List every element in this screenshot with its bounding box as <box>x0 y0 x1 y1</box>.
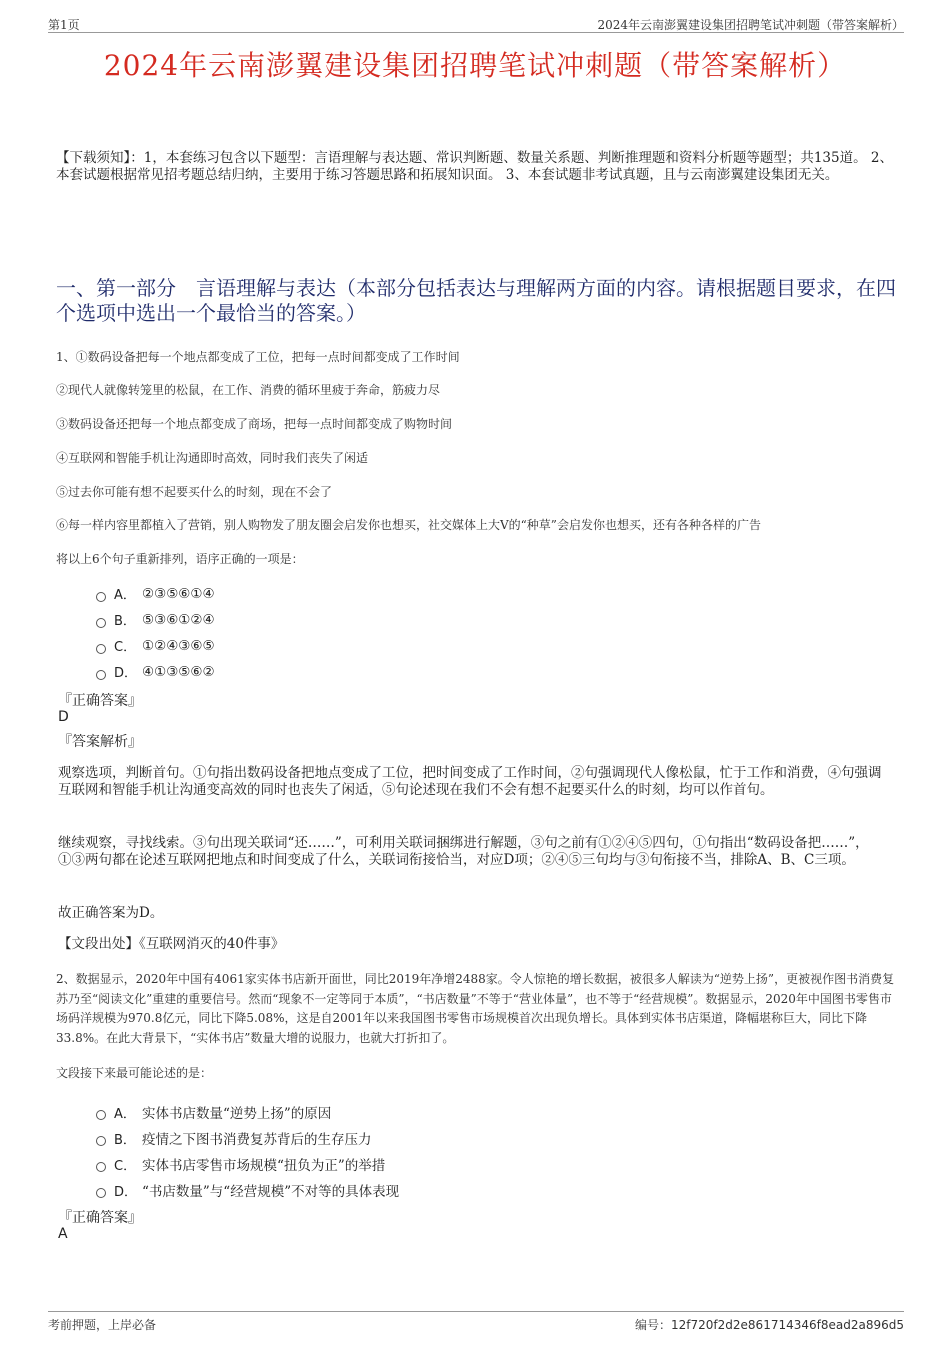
q1-question: 将以上6个句子重新排列，语序正确的一项是： <box>56 552 304 566</box>
q1-analysis-conclusion: 故正确答案为D。 <box>58 905 164 921</box>
q2-option-b[interactable] <box>96 1128 372 1148</box>
q1-analysis-label: 『答案解析』 <box>58 734 142 750</box>
q1-stem-line: ②现代人就像转笼里的松鼠，在工作、消费的循环里疲于奔命，筋疲力尽 <box>56 383 441 397</box>
q2-answer: A <box>58 1226 68 1242</box>
radio-icon[interactable] <box>96 644 106 654</box>
q1-option-c[interactable] <box>96 636 215 655</box>
download-notice: 【下载须知】：1，本套练习包含以下题型：言语理解与表达题、常识判断题、数量关系题、判断推理题和资料分析题等题型；共135道。 2、本套试题根据常见招考题总结归纳，主要用于练习答题思路和拓展知识面。 3、本套试题非考试真题，且与云南澎翼建设集团无关。 <box>56 150 893 183</box>
option-text: 实体书店零售市场规模“扭负为正”的举措 <box>142 1158 386 1174</box>
radio-icon[interactable] <box>96 670 106 680</box>
footer-slogan: 考前押题，上岸必备 <box>48 1318 157 1332</box>
header-doc-title: 2024年云南澎翼建设集团招聘笔试冲刺题（带答案解析） <box>597 18 904 32</box>
option-letter: B． <box>114 1132 136 1148</box>
q1-stem-line: ⑥每一样内容里都植入了营销，别人购物发了朋友圈会启发你也想买，社交媒体上大V的“种草”会启发你也想买，还有各种各样的广告 <box>56 518 761 532</box>
option-text: ⑤③⑥①②④ <box>142 611 215 628</box>
radio-icon[interactable] <box>96 1136 106 1146</box>
option-letter: A． <box>114 588 136 603</box>
q1-stem-line: ⑤过去你可能有想不起要买什么的时刻，现在不会了 <box>56 485 333 499</box>
q1-stem-line: 1、①数码设备把每一个地点都变成了工位，把每一点时间都变成了工作时间 <box>56 350 460 364</box>
q1-answer: D <box>58 709 69 725</box>
q2-option-a[interactable] <box>96 1102 331 1122</box>
radio-icon[interactable] <box>96 592 106 602</box>
option-text: ①②④③⑥⑤ <box>142 637 215 654</box>
page-header <box>48 12 904 33</box>
q2-option-d[interactable] <box>96 1180 399 1200</box>
option-letter: D． <box>114 666 138 681</box>
option-text: ②③⑤⑥①④ <box>142 585 215 602</box>
q1-option-a[interactable] <box>96 584 215 603</box>
q2-option-c[interactable] <box>96 1154 385 1174</box>
q1-option-d[interactable] <box>96 662 215 681</box>
q1-analysis-paragraph: 继续观察，寻找线索。③句出现关联词“还……”，可利用关联词捆绑进行解题，③句之前有①②④⑤四句，①句指出“数码设备把……”，①③两句都在论述互联网把地点和时间变成了什么，关联词衔接恰当，对应D项；②④⑤三句均与③句衔接不当，排除A、B、C三项。 <box>58 835 869 868</box>
q1-source: 【文段出处】《互联网消灭的40件事》 <box>58 936 285 952</box>
option-letter: B． <box>114 614 136 629</box>
q1-option-b[interactable] <box>96 610 215 629</box>
document-title: 2024年云南澎翼建设集团招聘笔试冲刺题（带答案解析） <box>103 49 847 82</box>
radio-icon[interactable] <box>96 618 106 628</box>
q2-question: 文段接下来最可能论述的是： <box>56 1066 213 1080</box>
q2-passage: 2、数据显示，2020年中国有4061家实体书店新开面世，同比2019年净增2488家。令人惊艳的增长数据，被很多人解读为“逆势上扬”，更被视作图书消费复苏乃至“阅读文化”重建的重要信号。然而“现象不一定等同于本质”，“书店数量”不等于“营业体量”，也不等于“经营规模”。数据显示，2020年中国图书零售市场码洋规模为970.8亿元，同比下降5.08%，这是自2001年以来我国图书零售市场规模首次出现负增长。具体到实体书店渠道，降幅堪称巨大，同比下降33.8%。在此大背景下，“实体书店”数量大增的说服力，也就大打折扣了。 <box>56 972 895 1045</box>
radio-icon[interactable] <box>96 1162 106 1172</box>
footer-code-label: 编号： <box>635 1318 672 1332</box>
option-letter: C． <box>114 640 137 655</box>
option-letter: A． <box>114 1106 136 1122</box>
q1-stem-line: ④互联网和智能手机让沟通即时高效，同时我们丧失了闲适 <box>56 451 369 465</box>
section-heading: 一、第一部分 言语理解与表达（本部分包括表达与理解两方面的内容。请根据题目要求，在四个选项中选出一个最恰当的答案。） <box>56 276 896 325</box>
option-text: “书店数量”与“经营规模”不对等的具体表现 <box>142 1184 400 1200</box>
option-text: 疫情之下图书消费复苏背后的生存压力 <box>142 1132 372 1148</box>
q1-analysis-paragraph: 观察选项，判断首句。①句指出数码设备把地点变成了工位，把时间变成了工作时间，②句强调现代人像松鼠，忙于工作和消费，④句强调互联网和智能手机让沟通变高效的同时也丧失了闲适，⑤句论述现在我们不会有想不起要买什么的时刻，均可以作首句。 <box>58 765 882 798</box>
q1-stem-line: ③数码设备还把每一个地点都变成了商场，把每一点时间都变成了购物时间 <box>56 417 453 431</box>
q2-answer-label: 『正确答案』 <box>58 1210 142 1226</box>
q1-answer-label: 『正确答案』 <box>58 693 142 709</box>
radio-icon[interactable] <box>96 1188 106 1198</box>
radio-icon[interactable] <box>96 1110 106 1120</box>
page-footer <box>48 1311 904 1332</box>
option-text: 实体书店数量“逆势上扬”的原因 <box>142 1106 332 1122</box>
option-letter: D． <box>114 1184 138 1200</box>
option-letter: C． <box>114 1158 137 1174</box>
footer-code-block <box>635 1316 904 1333</box>
option-text: ④①③⑤⑥② <box>142 663 215 680</box>
page-number: 第1页 <box>48 18 80 32</box>
footer-code: 12f720f2d2e861714346f8ead2a896d5 <box>671 1318 904 1332</box>
